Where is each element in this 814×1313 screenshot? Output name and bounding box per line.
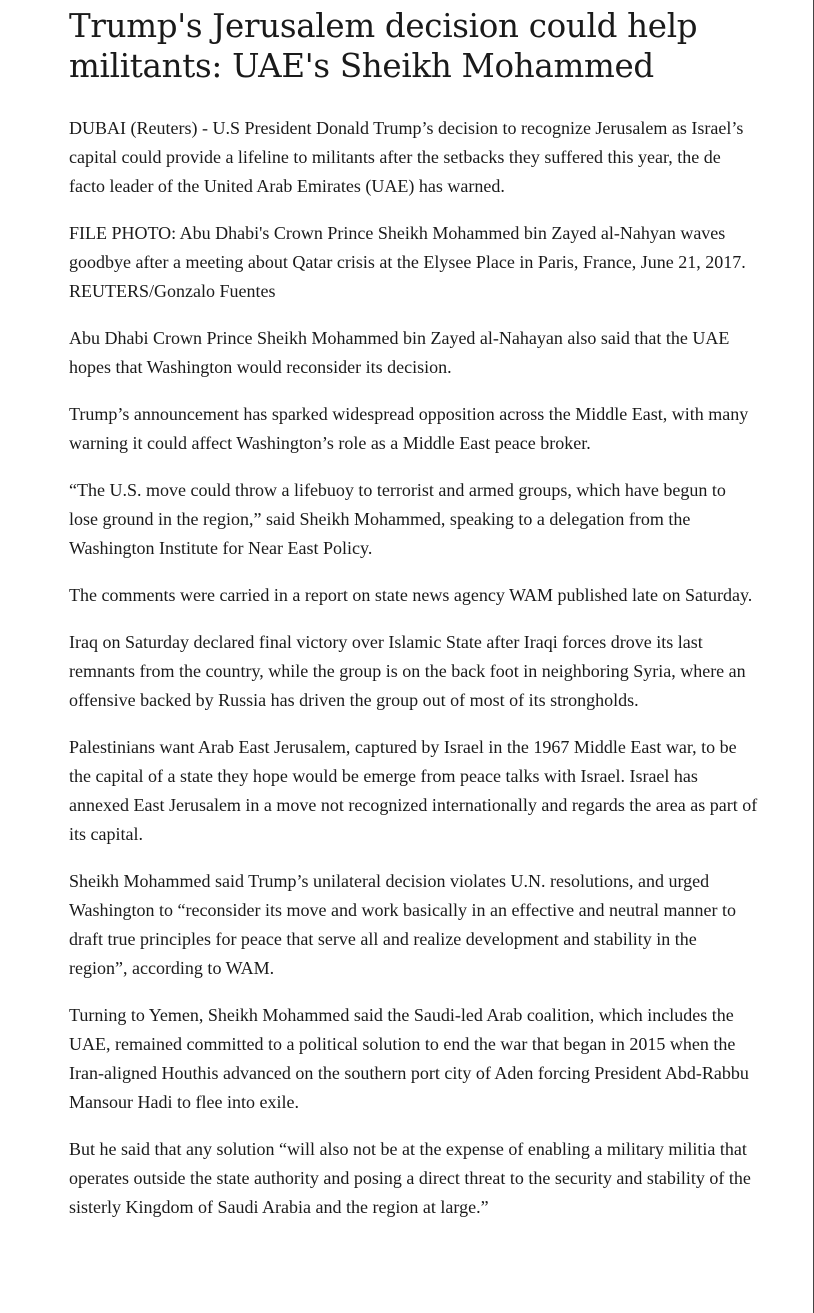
paragraph-7: Iraq on Saturday declared final victory over Islamic State after Iraqi forces drove its last remnants from the country, while the group is on the back foot in neighboring Syria, where an offensive backed by Russia has driven the group out of most of its strongholds. [69,632,746,710]
paragraph-3: Abu Dhabi Crown Prince Sheikh Mohammed bin Zayed al-Nahayan also said that the UAE hopes that Washington would reconsider its decision. [69,328,730,377]
paragraph-10: Turning to Yemen, Sheikh Mohammed said the Saudi-led Arab coalition, which includes the UAE, remained committed to a political solution to end the war that began in 2015 when the Iran-aligned Houthis advanced on the southern port city of Aden forcing President Abd-Rabbu Mansour Hadi to flee into exile. [69,1005,749,1112]
article-body [69,114,759,1222]
paragraph-1: DUBAI (Reuters) - U.S President Donald Trump’s decision to recognize Jerusalem as Israel’s capital could provide a lifeline to militants after the setbacks they suffered this year, the de facto leader of the United Arab Emirates (UAE) has warned. [69,118,744,196]
paragraph-9: Sheikh Mohammed said Trump’s unilateral decision violates U.N. resolutions, and urged Washington to “reconsider its move and work basically in an effective and neutral manner to draft true principles for peace that serve all and realize development and stability in the region”, according to WAM. [69,871,737,978]
paragraph-2: FILE PHOTO: Abu Dhabi's Crown Prince Sheikh Mohammed bin Zayed al-Nahyan waves goodbye after a meeting about Qatar crisis at the Elysee Place in Paris, France, June 21, 2017. REUTERS/Gonzalo Fuentes [69,223,746,301]
paragraph-4: Trump’s announcement has sparked widespread opposition across the Middle East, with many warning it could affect Washington’s role as a Middle East peace broker. [69,404,749,453]
paragraph-11: But he said that any solution “will also not be at the expense of enabling a military militia that operates outside the state authority and posing a direct threat to the security and stability of the sisterly Kingdom of Saudi Arabia and the region at large.” [69,1139,751,1217]
headline: Trump's Jerusalem decision could help militants: UAE's Sheikh Mohammed [69,7,698,85]
article [69,6,759,1240]
paragraph-5: “The U.S. move could throw a lifebuoy to terrorist and armed groups, which have begun to lose ground in the region,” said Sheikh Mohammed, speaking to a delegation from the Washington Institute for Near East Policy. [69,480,726,558]
paragraph-8: Palestinians want Arab East Jerusalem, captured by Israel in the 1967 Middle East war, to be the capital of a state they hope would be emerge from peace talks with Israel. Israel has annexed East Jerusalem in a move not recognized internationally and regards the area as part of its capital. [69,737,758,844]
paragraph-6: The comments were carried in a report on state news agency WAM published late on Saturday. [69,585,753,605]
